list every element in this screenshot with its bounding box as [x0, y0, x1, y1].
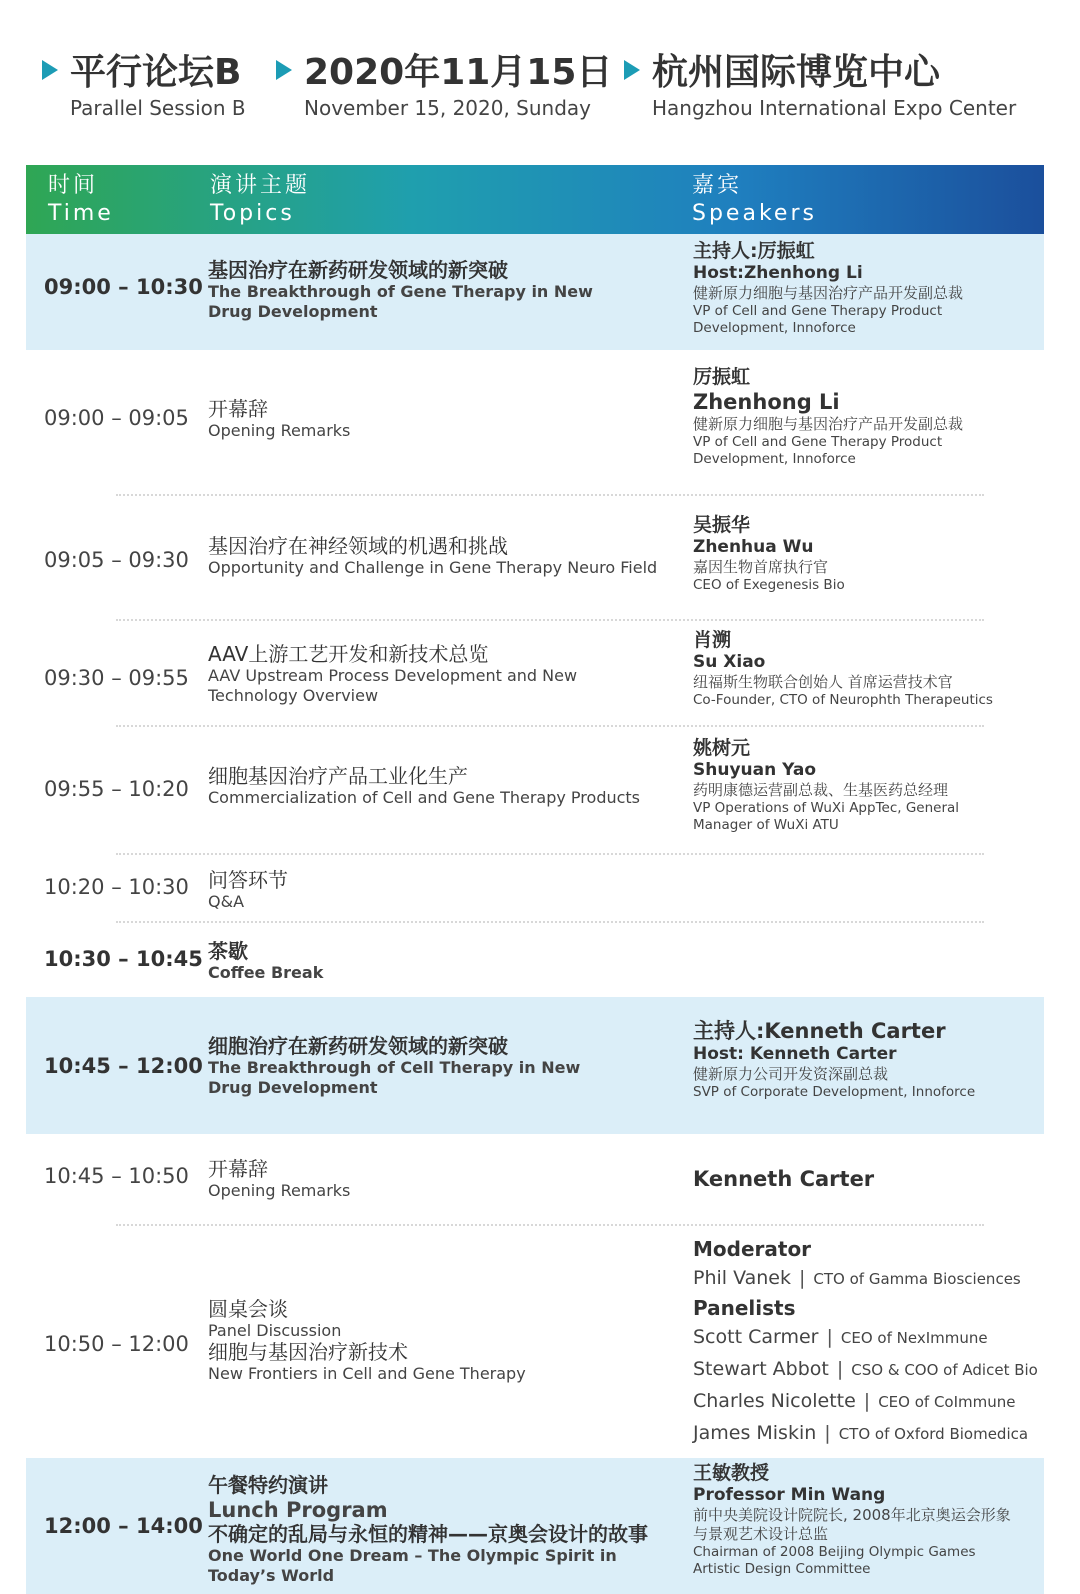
row-topic — [208, 535, 678, 578]
speaker-zh: 肖溯 — [693, 629, 732, 651]
table-row — [26, 234, 1044, 350]
panelist-name: James Miskin — [693, 1422, 817, 1444]
table-row — [26, 350, 1044, 496]
topic-en: AAV Upstream Process Development and New Technology Overview — [208, 666, 578, 705]
panelist-name: Scott Carmer — [693, 1326, 819, 1348]
speaker-title-zh: 药明康德运营副总裁、生基医药总经理 — [693, 781, 949, 799]
row-speaker — [693, 1166, 1043, 1192]
row-time: 10:45 – 12:00 — [44, 1054, 203, 1078]
row-topic — [208, 1035, 678, 1098]
speaker-title-en: Co-Founder, CTO of Neurophth Therapeutics — [693, 692, 993, 708]
row-time: 09:00 – 10:30 — [44, 275, 203, 299]
panelist-entry: James Miskin | CTO of Oxford Biomedica — [693, 1422, 1029, 1444]
panelist-role: CTO of Oxford Biomedica — [838, 1425, 1029, 1443]
panelist-role: CEO of NexImmune — [840, 1329, 988, 1347]
speaker-title-en: Chairman of 2008 Beijing Olympic Games Artistic Design Committee — [693, 1544, 976, 1577]
speaker-zh: 厉振虹 — [693, 366, 751, 388]
topic-zh: AAV上游工艺开发和新技术总览 — [208, 642, 489, 666]
speaker-zh: 王敏教授 — [693, 1462, 770, 1484]
row-topic — [208, 1298, 678, 1384]
row-topic — [208, 869, 678, 912]
venue-en: Hangzhou International Expo Center — [652, 96, 1017, 120]
row-time: 09:55 – 10:20 — [44, 777, 189, 801]
moderator-role: CTO of Gamma Biosciences — [813, 1270, 1021, 1288]
column-topics — [210, 172, 310, 228]
column-topics-en: Topics — [210, 201, 295, 226]
column-speakers-zh: 嘉宾 — [692, 173, 743, 198]
column-speakers — [692, 172, 817, 228]
row-time: 09:00 – 09:05 — [44, 406, 189, 430]
moderator-entry: Phil Vanek | CTO of Gamma Biosciences — [693, 1267, 1021, 1289]
panelist-entry: Charles Nicolette | CEO of CoImmune — [693, 1390, 1016, 1412]
row-time: 10:30 – 10:45 — [44, 947, 203, 971]
table-header-bar — [26, 165, 1044, 234]
topic2-zh: 不确定的乱局与永恒的精神——京奥会设计的故事 — [208, 1522, 648, 1546]
topic2-en: New Frontiers in Cell and Gene Therapy — [208, 1364, 526, 1383]
speaker-zh: 主持人:厉振虹 — [693, 240, 815, 262]
row-speaker — [693, 1462, 1043, 1578]
row-speaker — [693, 240, 1043, 337]
panelist-role: CEO of CoImmune — [878, 1393, 1016, 1411]
speaker-zh: 姚树元 — [693, 737, 751, 759]
speaker-title-en: VP of Cell and Gene Therapy Product Development, Innoforce — [693, 434, 943, 467]
speaker-title-en: SVP of Corporate Development, Innoforce — [693, 1084, 976, 1100]
table-row — [26, 1134, 1044, 1226]
row-time: 10:45 – 10:50 — [44, 1164, 189, 1188]
row-topic — [208, 643, 678, 706]
row-time: 09:05 – 09:30 — [44, 548, 189, 572]
topic-en: Commercialization of Cell and Gene Therapy Products — [208, 788, 641, 807]
panelist-role: CSO & COO of Adicet Bio — [851, 1361, 1038, 1379]
table-row — [26, 496, 1044, 621]
row-time: 10:20 – 10:30 — [44, 875, 189, 899]
topic-en: Coffee Break — [208, 963, 324, 982]
table-row — [26, 1458, 1044, 1594]
row-time: 09:30 – 09:55 — [44, 666, 189, 690]
speaker-en: Kenneth Carter — [693, 1167, 875, 1191]
panelists-label: Panelists — [693, 1296, 796, 1320]
topic-zh: 问答环节 — [208, 868, 288, 892]
venue-zh: 杭州国际博览中心 — [652, 52, 941, 93]
table-row — [26, 621, 1044, 727]
session-title-en: Parallel Session B — [70, 96, 246, 120]
speaker-en: Host: Kenneth Carter — [693, 1044, 897, 1064]
speaker-en: Su Xiao — [693, 652, 766, 672]
table-row — [26, 727, 1044, 855]
topic-en: Q&A — [208, 892, 245, 911]
table-row — [26, 855, 1044, 923]
row-topic — [208, 398, 678, 441]
topic2-zh: 细胞与基因治疗新技术 — [208, 1340, 408, 1364]
panelist-entry: Scott Carmer | CEO of NexImmune — [693, 1326, 988, 1348]
column-topics-zh: 演讲主题 — [210, 173, 311, 198]
topic-en: Panel Discussion — [208, 1321, 342, 1340]
speaker-title-zh: 前中央美院设计院院长, 2008年北京奥运会形象与景观艺术设计总监 — [693, 1506, 1011, 1543]
topic-zh: 基因治疗在新药研发领域的新突破 — [208, 258, 508, 282]
page-header — [0, 44, 1080, 124]
row-topic — [208, 765, 678, 808]
topic-zh: 午餐特约演讲 — [208, 1473, 328, 1497]
speaker-en: Zhenhong Li — [693, 390, 840, 414]
play-triangle-icon — [276, 60, 292, 80]
topic2-en: One World One Dream – The Olympic Spirit in Today’s World — [208, 1546, 617, 1585]
speaker-title-en: CEO of Exegenesis Bio — [693, 577, 845, 593]
column-time — [48, 172, 114, 228]
panelist-entry: Stewart Abbot | CSO & COO of Adicet Bio — [693, 1358, 1038, 1380]
topic-en: Opening Remarks — [208, 1181, 351, 1200]
row-topic — [208, 259, 678, 322]
moderator-name: Phil Vanek — [693, 1267, 791, 1289]
row-time: 10:50 – 12:00 — [44, 1332, 189, 1356]
speaker-title-zh: 健新原力公司开发资深副总裁 — [693, 1065, 889, 1083]
row-speaker — [693, 514, 1043, 594]
speaker-title-zh: 健新原力细胞与基因治疗产品开发副总裁 — [693, 415, 964, 433]
row-topic — [208, 1474, 678, 1586]
column-time-zh: 时间 — [48, 173, 99, 198]
row-speaker — [693, 366, 1043, 468]
speaker-en: Shuyuan Yao — [693, 760, 817, 780]
topic-zh: 圆桌会谈 — [208, 1297, 288, 1321]
topic-zh: 茶歇 — [208, 939, 248, 963]
speaker-en: Host:Zhenhong Li — [693, 263, 863, 283]
panelist-name: Charles Nicolette — [693, 1390, 856, 1412]
table-row — [26, 923, 1044, 997]
topic-zh: 细胞治疗在新药研发领域的新突破 — [208, 1034, 508, 1058]
row-topic — [208, 940, 678, 983]
row-topic — [208, 1158, 678, 1201]
speaker-en: Professor Min Wang — [693, 1485, 886, 1505]
moderator-label: Moderator — [693, 1237, 812, 1261]
panel-speakers — [693, 1236, 1043, 1450]
topic-zh: 开幕辞 — [208, 1157, 268, 1181]
topic-zh: 开幕辞 — [208, 397, 268, 421]
session-title-zh: 平行论坛B — [70, 52, 242, 93]
column-speakers-en: Speakers — [692, 201, 817, 226]
row-speaker — [693, 737, 1043, 834]
topic-en: The Breakthrough of Gene Therapy in New Drug Development — [208, 282, 593, 321]
topic-en: Opening Remarks — [208, 421, 351, 440]
speaker-title-en: VP Operations of WuXi AppTec, General Manager of WuXi ATU — [693, 800, 960, 833]
speaker-zh: 吴振华 — [693, 514, 751, 536]
row-speaker — [693, 1018, 1043, 1101]
table-row — [26, 997, 1044, 1134]
speaker-title-zh: 嘉因生物首席执行官 — [693, 558, 829, 576]
date-zh: 2020年11月15日 — [304, 52, 613, 93]
topic-zh: 细胞基因治疗产品工业化生产 — [208, 764, 468, 788]
speaker-title-en: VP of Cell and Gene Therapy Product Development, Innoforce — [693, 303, 943, 336]
topic-zh: 基因治疗在神经领域的机遇和挑战 — [208, 534, 508, 558]
topic-en: Opportunity and Challenge in Gene Therapy Neuro Field — [208, 558, 658, 577]
speaker-en: Zhenhua Wu — [693, 537, 814, 557]
speaker-title-zh: 纽福斯生物联合创始人 首席运营技术官 — [693, 673, 953, 691]
panelist-name: Stewart Abbot — [693, 1358, 829, 1380]
topic-en: The Breakthrough of Cell Therapy in New Drug Development — [208, 1058, 581, 1097]
speaker-zh: 主持人:Kenneth Carter — [693, 1019, 946, 1043]
row-speaker — [693, 629, 1043, 709]
speaker-title-zh: 健新原力细胞与基因治疗产品开发副总裁 — [693, 284, 964, 302]
table-row — [26, 1226, 1044, 1458]
column-time-en: Time — [48, 201, 114, 226]
row-time: 12:00 – 14:00 — [44, 1514, 203, 1538]
topic-en: Lunch Program — [208, 1498, 388, 1522]
date-en: November 15, 2020, Sunday — [304, 96, 592, 120]
play-triangle-icon — [624, 60, 640, 80]
play-triangle-icon — [42, 60, 58, 80]
